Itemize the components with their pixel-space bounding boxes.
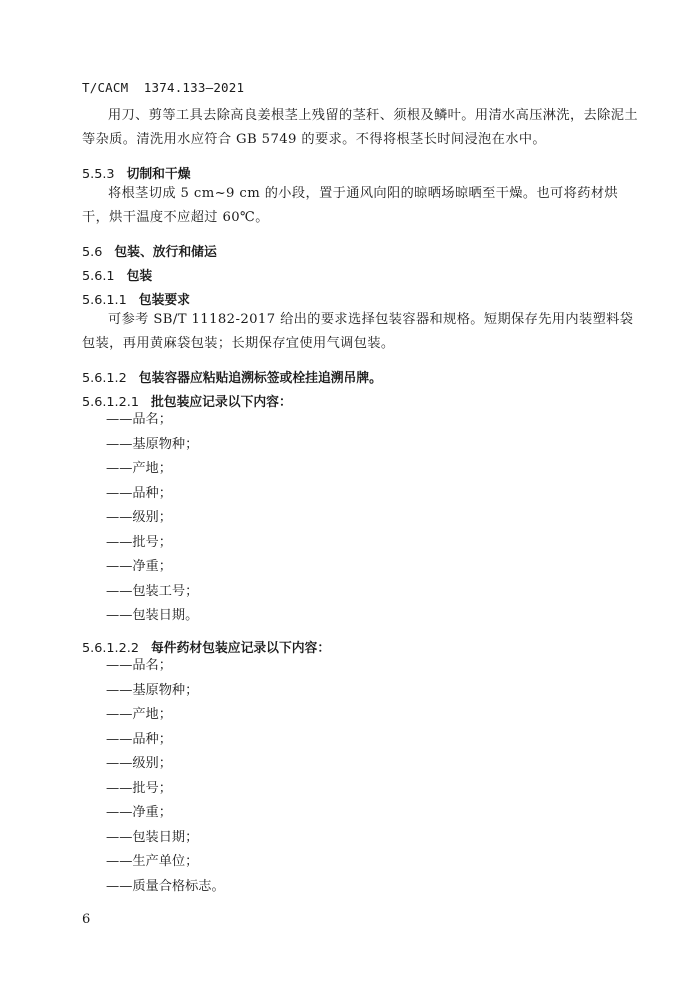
heading-5-6 bbox=[82, 241, 217, 260]
batch-record-list bbox=[106, 408, 198, 629]
item-record-list bbox=[106, 654, 225, 899]
list-item: ——批号； bbox=[106, 780, 172, 796]
list-item: ——包装日期； bbox=[106, 829, 199, 845]
heading-5-6-1-2 bbox=[82, 367, 382, 386]
list-item: ——级别； bbox=[106, 510, 172, 525]
heading-number: 5.6 bbox=[82, 245, 103, 260]
heading-number: 5.6.1 bbox=[82, 269, 115, 284]
list-item: ——包装工号； bbox=[106, 583, 199, 599]
list-item: ——净重； bbox=[106, 805, 172, 820]
list-item: ——包装日期。 bbox=[106, 608, 199, 623]
page-number: 6 bbox=[82, 912, 91, 927]
heading-title: 包装、放行和储运 bbox=[114, 245, 217, 260]
packaging-paragraph: 可参考 SB/T 11182-2017 给出的要求选择包装容器和规格。短期保存先用内装塑料袋包装，再用黄麻袋包装；长期保存宜使用气调包装。 bbox=[82, 312, 634, 351]
list-item: ——品名； bbox=[106, 412, 172, 427]
heading-5-6-1-1 bbox=[82, 289, 190, 308]
heading-title: 包装容器应粘贴追溯标签或栓挂追溯吊牌。 bbox=[138, 371, 382, 386]
list-item: ——净重； bbox=[106, 559, 172, 574]
heading-title: 包装要求 bbox=[138, 293, 190, 308]
standard-code-header: T/CACM 1374.133—2021 bbox=[82, 80, 245, 95]
heading-number: 5.6.1.2.2 bbox=[82, 641, 139, 656]
cut-dry-paragraph: 将根茎切成 5 cm~9 cm 的小段，置于通风向阳的晾晒场晾晒至干燥。也可将药材烘干，烘干温度不应超过 60℃。 bbox=[82, 186, 618, 225]
list-item: ——品种； bbox=[106, 485, 172, 501]
heading-5-6-1 bbox=[82, 265, 152, 284]
list-item: ——基原物种； bbox=[106, 682, 199, 698]
list-item: ——批号； bbox=[106, 534, 172, 550]
list-item: ——级别； bbox=[106, 756, 172, 771]
heading-title: 每件药材包装应记录以下内容： bbox=[150, 641, 331, 656]
heading-number: 5.5.3 bbox=[82, 167, 115, 182]
heading-title: 批包装应记录以下内容： bbox=[150, 395, 292, 410]
heading-number: 5.6.1.2.1 bbox=[82, 395, 139, 410]
list-item: ——质量合格标志。 bbox=[106, 878, 225, 894]
heading-5-5-3 bbox=[82, 163, 191, 182]
heading-number: 5.6.1.2 bbox=[82, 371, 127, 386]
list-item: ——生产单位； bbox=[106, 854, 199, 869]
heading-title: 切制和干燥 bbox=[126, 167, 191, 182]
wash-paragraph: 用刀、剪等工具去除高良姜根茎上残留的茎秆、须根及鳞叶。用清水高压淋洗，去除泥土等杂质。清洗用水应符合 GB 5749 的要求。不得将根茎长时间浸泡在水中。 bbox=[82, 108, 638, 147]
heading-number: 5.6.1.1 bbox=[82, 293, 127, 308]
list-item: ——基原物种； bbox=[106, 436, 199, 452]
list-item: ——产地； bbox=[106, 461, 172, 476]
list-item: ——品名； bbox=[106, 658, 172, 673]
list-item: ——品种； bbox=[106, 731, 172, 747]
list-item: ——产地； bbox=[106, 707, 172, 722]
heading-title: 包装 bbox=[126, 269, 153, 284]
